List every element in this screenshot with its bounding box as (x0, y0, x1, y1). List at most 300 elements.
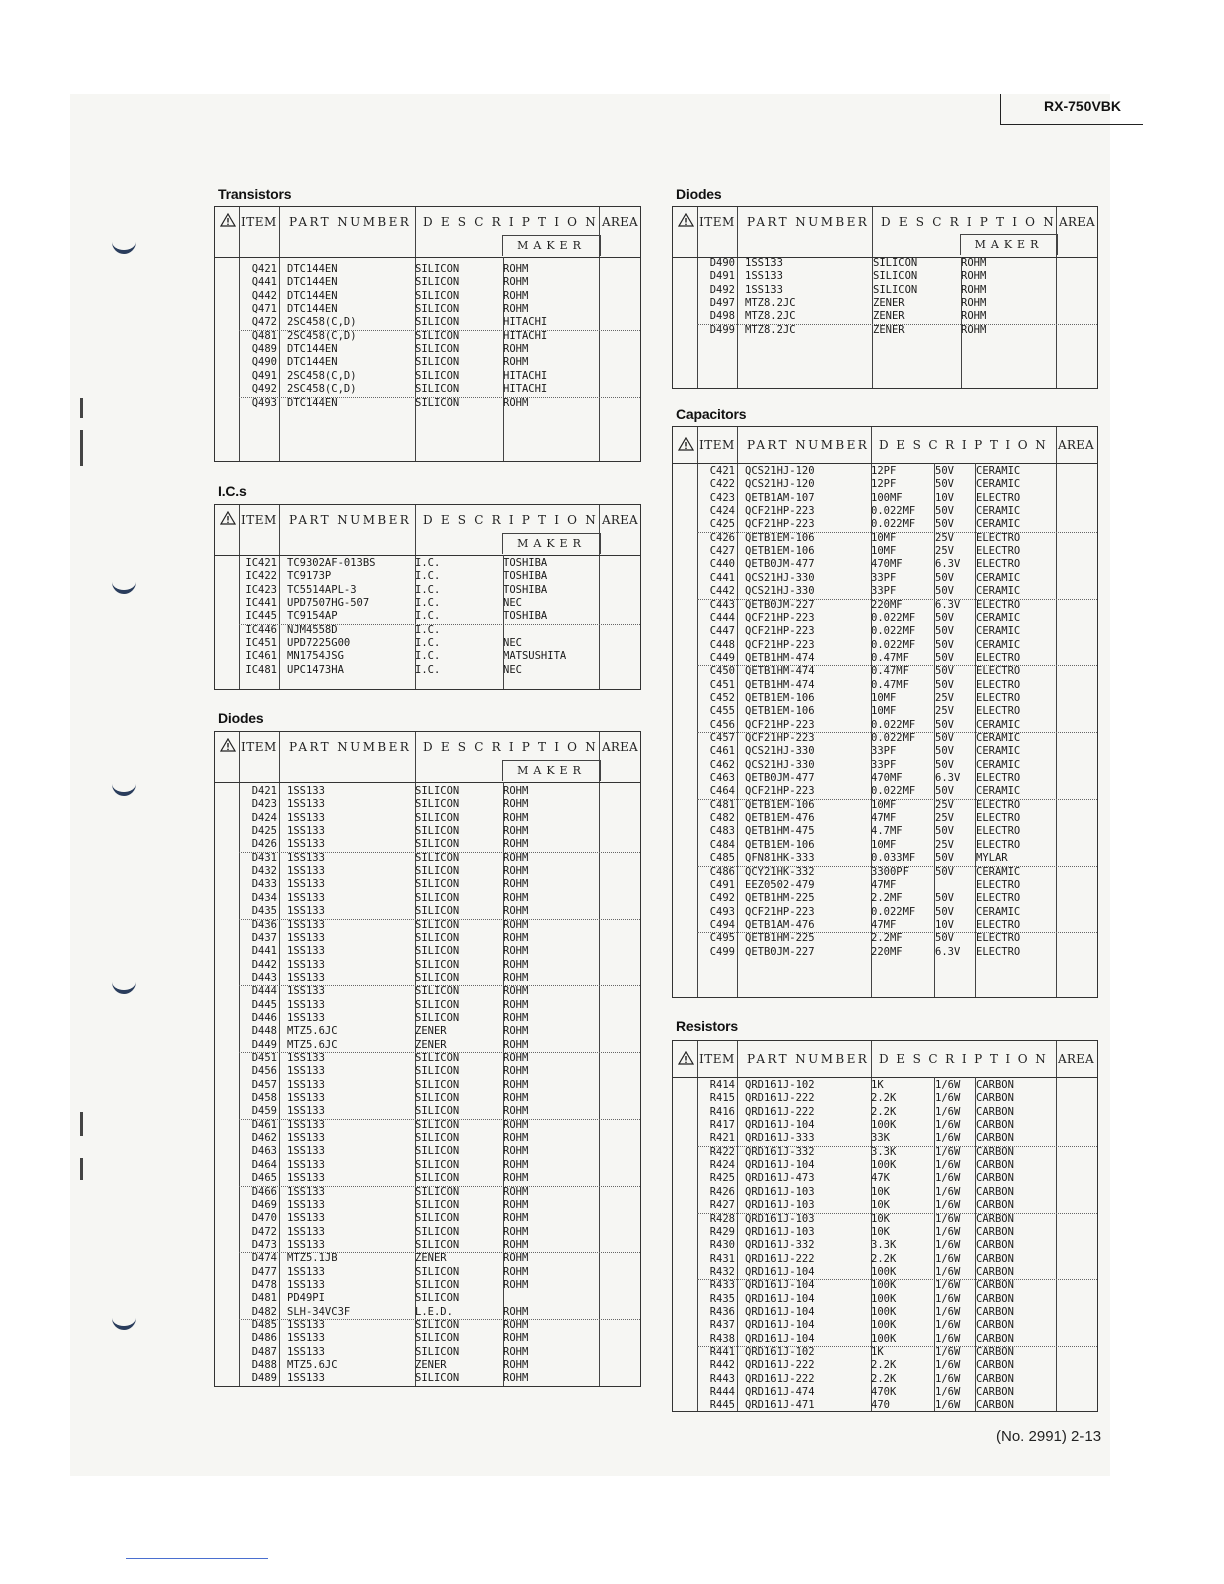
cell-type: CERAMIC (976, 625, 1021, 638)
cell-maker: ROHM (503, 1305, 529, 1318)
cell-item: D498 (709, 310, 735, 323)
column-rule (975, 1077, 976, 1411)
cell-part-number: 1SS133 (287, 798, 325, 811)
table-row (673, 679, 1097, 692)
cell-rating: 25V (935, 705, 954, 718)
cell-type: CARBON (976, 1279, 1014, 1292)
cell-part-number: 1SS133 (287, 1172, 325, 1185)
cell-part-number: QCF21HP-223 (745, 718, 815, 731)
cell-value: 10MF (871, 531, 897, 544)
cell-item: D423 (251, 798, 277, 811)
table-row (673, 719, 1097, 732)
cell-rating: 50V (935, 611, 954, 624)
cell-description: SILICON (415, 838, 460, 851)
cell-value: 12PF (871, 478, 897, 491)
cell-description: SILICON (415, 1225, 460, 1238)
cell-item: C423 (709, 491, 735, 504)
cell-maker: ROHM (503, 1105, 529, 1118)
cell-item: R427 (709, 1199, 735, 1212)
cell-maker: ROHM (503, 1345, 529, 1358)
cell-part-number: 2SC458(C,D) (287, 329, 357, 342)
cell-part-number: 1SS133 (287, 1332, 325, 1345)
col-header-item: ITEM (699, 215, 735, 229)
cell-value: 2.2MF (871, 892, 903, 905)
cell-type: CERAMIC (976, 478, 1021, 491)
warning-triangle-icon (220, 738, 236, 752)
cell-type: CARBON (976, 1372, 1014, 1385)
table-row (215, 1145, 640, 1158)
cell-maker: HITACHI (503, 383, 548, 396)
cell-part-number: QCF21HP-223 (745, 625, 815, 638)
cell-rating: 1/6W (935, 1359, 961, 1372)
cell-value: 100K (871, 1159, 897, 1172)
cell-rating: 1/6W (935, 1079, 961, 1091)
cell-rating: 6.3V (935, 772, 961, 785)
cell-value: 220MF (871, 598, 903, 611)
cell-part-number: QRD161J-222 (745, 1372, 815, 1385)
cell-maker: ROHM (503, 1359, 529, 1372)
cell-item: R425 (709, 1172, 735, 1185)
ics-table (214, 504, 641, 690)
cell-rating: 50V (935, 745, 954, 758)
table-row (673, 879, 1097, 892)
cell-description: ZENER (873, 297, 905, 310)
cell-rating: 1/6W (935, 1092, 961, 1105)
cell-item: D446 (251, 1011, 277, 1024)
cell-part-number: QCS21HJ-330 (745, 571, 815, 584)
table-row (215, 825, 640, 838)
cell-description: SILICON (873, 257, 918, 269)
cell-part-number: QETB1HM-475 (745, 825, 815, 838)
table-row (215, 1266, 640, 1279)
table-row (673, 1399, 1097, 1412)
cell-description: SILICON (415, 1078, 460, 1091)
cell-item: D477 (251, 1265, 277, 1278)
col-header-item: ITEM (699, 1052, 735, 1066)
column-rule (503, 257, 504, 461)
cell-part-number: TC9302AF-013BS (287, 557, 376, 569)
cell-part-number: QRD161J-104 (745, 1119, 815, 1132)
column-rule (934, 1077, 935, 1411)
section-title-diodes-right: Diodes (676, 186, 722, 202)
table-row (673, 825, 1097, 838)
cell-value: 1K (871, 1346, 884, 1358)
cell-maker: ROHM (503, 1011, 529, 1024)
cell-rating: 50V (935, 905, 954, 918)
table-row (673, 1306, 1097, 1319)
table-row (673, 946, 1097, 959)
section-title-transistors: Transistors (218, 186, 292, 202)
table-row (215, 1159, 640, 1172)
table-row (673, 1159, 1097, 1172)
cell-maker: HITACHI (503, 316, 548, 329)
table-row (215, 343, 640, 356)
cell-description: SILICON (415, 1158, 460, 1171)
cell-description: SILICON (415, 1132, 460, 1145)
cell-item: D474 (251, 1252, 277, 1265)
table-row (673, 1172, 1097, 1185)
table-row (215, 812, 640, 825)
cell-item: R414 (709, 1079, 735, 1091)
cell-item: C484 (709, 838, 735, 851)
cell-part-number: 1SS133 (287, 1105, 325, 1118)
cell-part-number: QETB1AM-476 (745, 918, 815, 931)
cell-part-number: QCF21HP-223 (745, 505, 815, 518)
cell-item: R421 (709, 1132, 735, 1145)
cell-description: SILICON (415, 1292, 460, 1305)
cell-type: CERAMIC (976, 611, 1021, 624)
cell-rating: 50V (935, 625, 954, 638)
table-row (673, 1293, 1097, 1306)
col-header-maker: MAKER (502, 235, 601, 256)
cell-item: C444 (709, 611, 735, 624)
col-header-description: DESCRIPTION (423, 215, 604, 229)
cell-item: D424 (251, 811, 277, 824)
cell-maker: ROHM (961, 310, 987, 323)
cell-part-number: QETB1HM-474 (745, 651, 815, 664)
cell-value: 0.022MF (871, 611, 916, 624)
table-row (215, 610, 640, 623)
cell-value: 220MF (871, 945, 903, 958)
cell-value: 470 (871, 1399, 890, 1412)
cell-rating: 50V (935, 478, 954, 491)
cell-rating: 50V (935, 465, 954, 477)
cell-part-number: MTZ5.6JC (287, 1025, 338, 1038)
table-row (215, 1332, 640, 1345)
cell-part-number: QCS21HJ-330 (745, 758, 815, 771)
table-row (673, 852, 1097, 865)
cell-type: ELECTRO (976, 691, 1021, 704)
cell-item: Q441 (251, 276, 277, 289)
table-row (673, 558, 1097, 571)
cell-type: CERAMIC (976, 718, 1021, 731)
cell-rating: 50V (935, 932, 954, 945)
section-title-ics: I.C.s (218, 483, 247, 499)
column-rule (975, 463, 976, 997)
cell-item: D458 (251, 1092, 277, 1105)
cell-part-number: 1SS133 (287, 851, 325, 864)
cell-description: SILICON (415, 825, 460, 838)
cell-item: D466 (251, 1185, 277, 1198)
cell-item: D486 (251, 1332, 277, 1345)
cell-part-number: QRD161J-104 (745, 1319, 815, 1332)
cell-part-number: MTZ5.6JC (287, 1038, 338, 1051)
table-row (215, 1212, 640, 1225)
col-header-part-number: PART NUMBER (289, 740, 412, 754)
cell-part-number: 2SC458(C,D) (287, 316, 357, 329)
table-row (215, 785, 640, 798)
cell-part-number: UPD7225G00 (287, 637, 351, 650)
cell-item: D465 (251, 1172, 277, 1185)
cell-type: CARBON (976, 1399, 1014, 1412)
cell-type: CARBON (976, 1292, 1014, 1305)
cell-type: ELECTRO (976, 918, 1021, 931)
table-row (673, 1239, 1097, 1252)
cell-value: 47MF (871, 812, 897, 825)
cell-rating: 1/6W (935, 1225, 961, 1238)
cell-part-number: 2SC458(C,D) (287, 369, 357, 382)
col-header-area: AREA (602, 215, 638, 229)
cell-maker: ROHM (503, 998, 529, 1011)
table-row (215, 330, 640, 343)
cell-type: ELECTRO (976, 598, 1021, 611)
cell-part-number: 1SS133 (287, 1278, 325, 1291)
cell-part-number: QRD161J-104 (745, 1332, 815, 1345)
cell-part-number: PD49PI (287, 1292, 325, 1305)
cell-part-number: MTZ5.1JB (287, 1252, 338, 1265)
cell-item: IC451 (245, 637, 277, 650)
cell-maker: ROHM (503, 343, 529, 356)
table-row (673, 599, 1097, 612)
cell-type: ELECTRO (976, 892, 1021, 905)
cell-item: IC446 (245, 623, 277, 636)
table-row (673, 1346, 1097, 1359)
cell-type: ELECTRO (976, 651, 1021, 664)
cell-description: SILICON (415, 1118, 460, 1131)
cell-item: D459 (251, 1105, 277, 1118)
table-row (673, 284, 1097, 297)
cell-item: D481 (251, 1292, 277, 1305)
cell-type: CARBON (976, 1145, 1014, 1158)
table-row (673, 257, 1097, 270)
cell-value: 100K (871, 1292, 897, 1305)
cell-item: D441 (251, 945, 277, 958)
cell-part-number: QETB1EM-106 (745, 798, 815, 811)
cell-item: C450 (709, 665, 735, 678)
cell-maker: ROHM (503, 1212, 529, 1225)
cell-rating: 6.3V (935, 598, 961, 611)
cell-item: D469 (251, 1198, 277, 1211)
cell-maker: ROHM (503, 1185, 529, 1198)
cell-type: CERAMIC (976, 785, 1021, 798)
cell-part-number: 1SS133 (287, 785, 325, 797)
table-row (673, 812, 1097, 825)
table-row (673, 866, 1097, 879)
cell-item: C422 (709, 478, 735, 491)
cell-type: ELECTRO (976, 558, 1021, 571)
table-row (673, 625, 1097, 638)
cell-part-number: 1SS133 (287, 878, 325, 891)
table-row (673, 772, 1097, 785)
cell-part-number: MTZ5.6JC (287, 1359, 338, 1372)
table-row (215, 1039, 640, 1052)
table-row (215, 972, 640, 985)
cell-value: 2.2K (871, 1372, 897, 1385)
cell-type: CARBON (976, 1079, 1014, 1091)
cell-maker: ROHM (961, 283, 987, 296)
table-row (215, 985, 640, 998)
cell-part-number: 1SS133 (745, 270, 783, 283)
cell-type: CERAMIC (976, 638, 1021, 651)
cell-part-number: MN1754JSG (287, 650, 344, 663)
cell-part-number: NJM4558D (287, 623, 338, 636)
table-row (673, 297, 1097, 310)
cell-type: ELECTRO (976, 798, 1021, 811)
cell-item: C462 (709, 758, 735, 771)
table-row (673, 745, 1097, 758)
cell-part-number: QRD161J-332 (745, 1145, 815, 1158)
cell-type: CERAMIC (976, 865, 1021, 878)
col-header-area: AREA (1058, 1052, 1094, 1066)
cell-item: D470 (251, 1212, 277, 1225)
header-rule (215, 257, 640, 258)
cell-maker: ROHM (503, 263, 529, 275)
cell-item: D463 (251, 1145, 277, 1158)
cell-description: SILICON (415, 1238, 460, 1251)
cell-part-number: QETB0JM-477 (745, 772, 815, 785)
cell-part-number: 1SS133 (287, 918, 325, 931)
cell-item: C421 (709, 465, 735, 477)
col-header-maker: MAKER (960, 234, 1058, 255)
cell-rating: 50V (935, 505, 954, 518)
cell-maker: TOSHIBA (503, 557, 548, 569)
cell-rating: 25V (935, 545, 954, 558)
cell-item: C426 (709, 531, 735, 544)
col-header-item: ITEM (241, 740, 277, 754)
cell-description: SILICON (415, 958, 460, 971)
cell-maker: ROHM (503, 838, 529, 851)
cell-part-number: QCS21HJ-120 (745, 478, 815, 491)
cell-description: SILICON (415, 343, 460, 356)
cell-value: 0.022MF (871, 625, 916, 638)
col-header-part-number: PART NUMBER (747, 215, 870, 229)
cell-maker: TOSHIBA (503, 570, 548, 583)
cell-maker: HITACHI (503, 369, 548, 382)
table-row (673, 759, 1097, 772)
margin-mark (80, 1112, 83, 1136)
cell-type: CERAMIC (976, 905, 1021, 918)
cell-part-number: EEZ0502-479 (745, 878, 815, 891)
table-row (215, 905, 640, 918)
cell-item: C452 (709, 691, 735, 704)
cell-part-number: QCS21HJ-120 (745, 465, 815, 477)
cell-part-number: QRD161J-102 (745, 1346, 815, 1358)
cell-value: 2.2K (871, 1105, 897, 1118)
cell-item: C449 (709, 651, 735, 664)
table-row (215, 852, 640, 865)
cell-rating: 1/6W (935, 1212, 961, 1225)
cell-item: D464 (251, 1158, 277, 1171)
cell-rating: 1/6W (935, 1399, 961, 1412)
cell-part-number: 1SS133 (287, 1185, 325, 1198)
cell-part-number: QRD161J-103 (745, 1185, 815, 1198)
cell-item: R437 (709, 1319, 735, 1332)
table-row (215, 1292, 640, 1305)
cell-description: SILICON (415, 971, 460, 984)
cell-value: 0.022MF (871, 785, 916, 798)
cell-item: D485 (251, 1319, 277, 1331)
cell-description: SILICON (415, 1278, 460, 1291)
cell-value: 2.2K (871, 1359, 897, 1372)
cell-part-number: QCF21HP-223 (745, 905, 815, 918)
table-row (673, 1119, 1097, 1132)
table-row (215, 303, 640, 316)
cell-item: C485 (709, 852, 735, 865)
cell-description: SILICON (415, 276, 460, 289)
cell-item: R443 (709, 1372, 735, 1385)
col-header-description: DESCRIPTION (879, 1052, 1054, 1066)
cell-value: 100K (871, 1279, 897, 1292)
cell-part-number: QRD161J-473 (745, 1172, 815, 1185)
cell-item: C447 (709, 625, 735, 638)
table-row (673, 1253, 1097, 1266)
table-row (673, 932, 1097, 945)
cell-value: 12PF (871, 465, 897, 477)
cell-type: CERAMIC (976, 505, 1021, 518)
cell-rating: 50V (935, 651, 954, 664)
cell-item: D487 (251, 1345, 277, 1358)
cell-description: ZENER (415, 1252, 447, 1265)
cell-description: SILICON (415, 1052, 460, 1064)
cell-type: CARBON (976, 1185, 1014, 1198)
cell-value: 0.033MF (871, 852, 916, 865)
cell-part-number: TC5514APL-3 (287, 583, 357, 596)
cell-description: SILICON (415, 1345, 460, 1358)
cell-item: D488 (251, 1359, 277, 1372)
cell-value: 3.3K (871, 1145, 897, 1158)
cell-value: 47MF (871, 918, 897, 931)
cell-value: 100K (871, 1332, 897, 1345)
cell-maker: ROHM (503, 945, 529, 958)
cell-item: D489 (251, 1372, 277, 1385)
cell-type: CARBON (976, 1092, 1014, 1105)
cell-part-number: 1SS133 (287, 1319, 325, 1331)
cell-description: SILICON (415, 811, 460, 824)
cell-rating: 50V (935, 825, 954, 838)
cell-item: D434 (251, 891, 277, 904)
cell-item: Q442 (251, 289, 277, 302)
cell-item: Q492 (251, 383, 277, 396)
cell-part-number: QCS21HJ-330 (745, 585, 815, 598)
resistors-table (672, 1040, 1098, 1412)
cell-maker: ROHM (503, 289, 529, 302)
cell-type: CARBON (976, 1199, 1014, 1212)
cell-maker: ROHM (503, 878, 529, 891)
cell-maker: ROHM (503, 918, 529, 931)
cell-rating: 1/6W (935, 1132, 961, 1145)
cell-maker: ROHM (503, 971, 529, 984)
table-row (215, 798, 640, 811)
cell-item: R432 (709, 1265, 735, 1278)
cell-part-number: QRD161J-104 (745, 1265, 815, 1278)
page-number: (No. 2991) 2-13 (996, 1428, 1102, 1445)
table-row (673, 732, 1097, 745)
cell-part-number: QRD161J-103 (745, 1225, 815, 1238)
cell-part-number: QETB1EM-106 (745, 838, 815, 851)
cell-part-number: 1SS133 (287, 1052, 325, 1064)
cell-type: CARBON (976, 1212, 1014, 1225)
cell-value: 0.022MF (871, 905, 916, 918)
cell-item: C451 (709, 678, 735, 691)
table-row (215, 356, 640, 369)
cell-value: 1K (871, 1079, 884, 1091)
cell-part-number: QETB1EM-106 (745, 705, 815, 718)
cell-item: R431 (709, 1252, 735, 1265)
cell-part-number: SLH-34VC3F (287, 1305, 351, 1318)
warning-triangle-icon (220, 511, 236, 525)
cell-description: I.C. (415, 637, 441, 650)
cell-rating: 1/6W (935, 1265, 961, 1278)
cell-type: ELECTRO (976, 838, 1021, 851)
cell-item: Q421 (251, 263, 277, 275)
table-row (673, 1106, 1097, 1119)
cell-part-number: TC9173P (287, 570, 332, 583)
cell-maker: ROHM (503, 958, 529, 971)
cell-item: IC441 (245, 597, 277, 610)
column-rule (503, 555, 504, 689)
cell-part-number: QCS21HJ-330 (745, 745, 815, 758)
cell-description: I.C. (415, 583, 441, 596)
